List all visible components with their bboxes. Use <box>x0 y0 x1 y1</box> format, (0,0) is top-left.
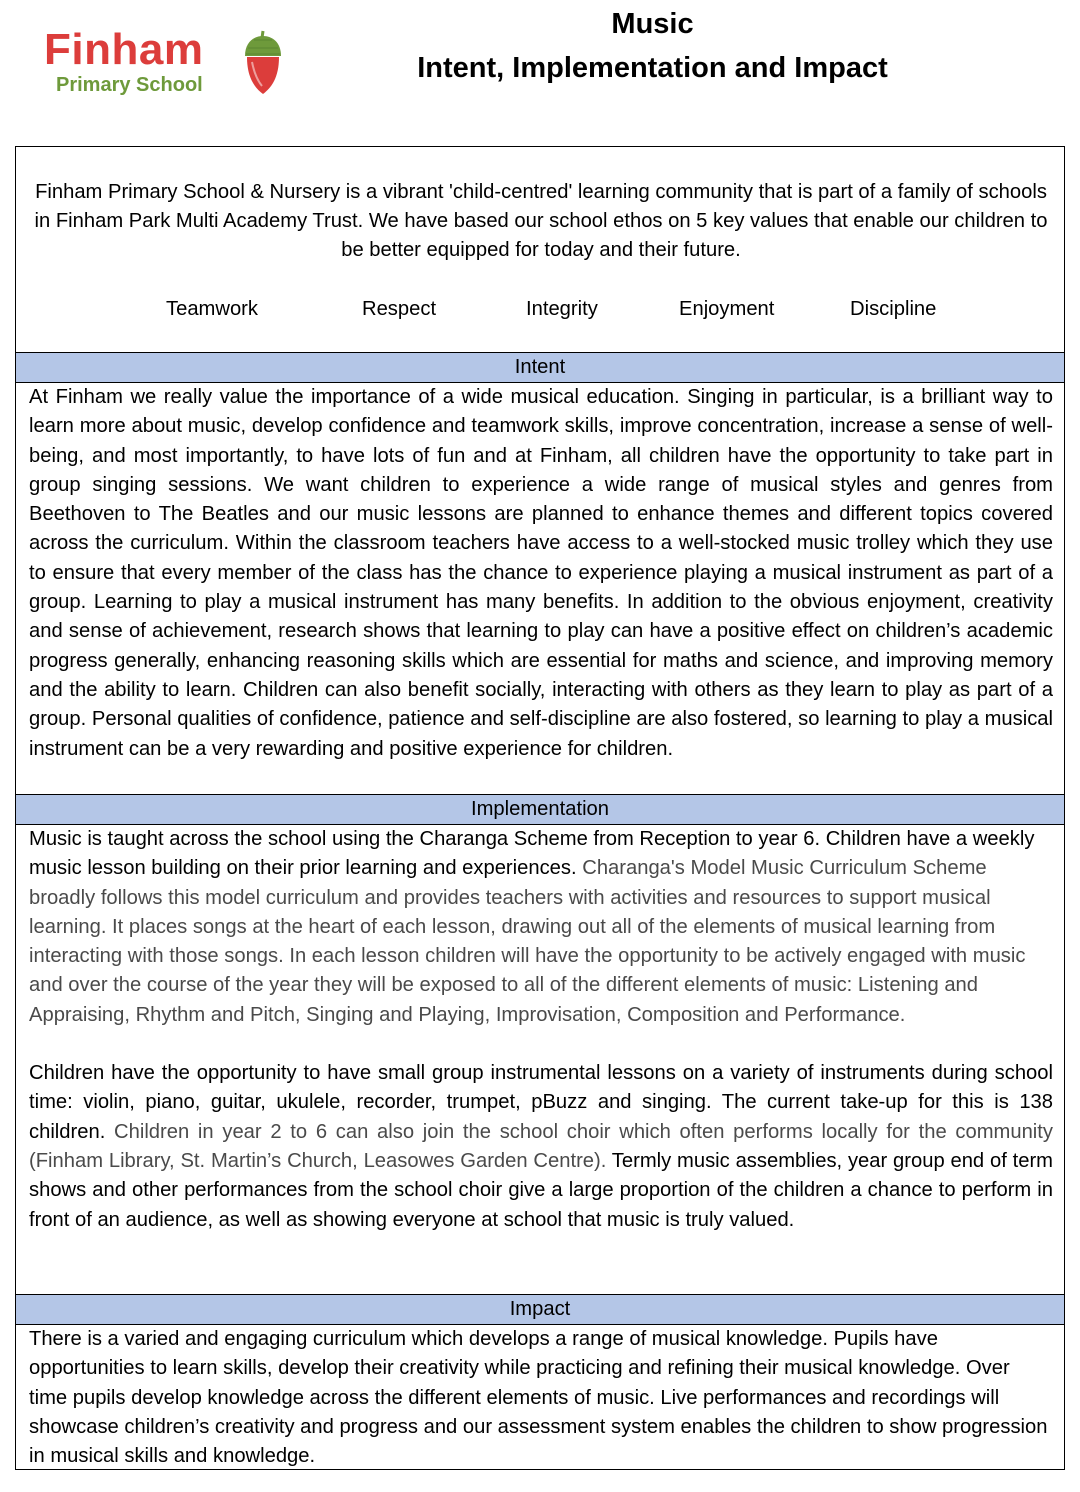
title-line-1: Music <box>611 8 694 40</box>
logo-name: Finham <box>44 25 204 74</box>
intro-text: Finham Primary School & Nursery is a vibrant 'child-centred' learning community that is part of a family of schools in Finham Park Multi Academy Trust. We have based our school ethos on 5 key values that enable our children to be better equipped for today and their future. <box>34 181 1048 261</box>
school-logo <box>44 25 294 100</box>
intent-text: At Finham we really value the importance of a wide musical education. Singing in particular, is a brilliant way to learn more about music, develop confidence and teamwork skills, improve concentration, increase a sense of well-being, and most importantly, to have lots of fun and at Finham, all children have the opportunity to take part in group singing sessions. We want children to experience a wide range of musical styles and genres from Beethoven to The Beatles and our music lessons are planned to enhance themes and different topics covered across the curriculum. Within the classroom teachers have access to a well-stocked music trolley which they use to ensure that every member of the class has the chance to experience playing a musical instrument as part of a group. Learning to play a musical instrument has many benefits. In addition to the obvious enjoyment, creativity and sense of achievement, research shows that learning to play can have a positive effect on children’s academic progress generally, enhancing reasoning skills which are essential for maths and science, and improving memory and the ability to learn. Children can also benefit socially, interacting with others as they learn to play as part of a group. Personal qualities of confidence, patience and self-discipline are also fostered, so learning to play a musical instrument can be a very rewarding and positive experience for children. <box>16 383 1064 795</box>
impact-text: There is a varied and engaging curriculum which develops a range of musical knowledge. Pupils have opportunities to learn skills, develop their creativity while practicing and refining their musical knowledge. Over time pupils develop knowledge across the different elements of music. Live performances and recordings will showcase children’s creativity and progress and our assessment system enables the children to show progression in musical skills and knowledge. <box>29 1328 1048 1468</box>
impact-section <box>16 1325 1064 1471</box>
value-teamwork: Teamwork <box>166 298 258 320</box>
value-integrity: Integrity <box>526 298 598 320</box>
acorn-icon <box>242 30 284 98</box>
implementation-paragraph-2 <box>29 1059 1053 1235</box>
key-values <box>16 295 1064 323</box>
implementation-heading: Implementation <box>16 795 1064 825</box>
implementation-p2-choir: Children in year 2 to 6 can also join the school choir which often performs locally for the community (Finham Library, St. Martin’s Church, Leasowes Garden Centre). <box>29 1120 1053 1172</box>
title-line-2: Intent, Implementation and Impact <box>417 52 888 84</box>
intent-heading: Intent <box>16 353 1064 383</box>
logo-subtitle: Primary School <box>56 74 203 96</box>
implementation-p1-intro: Music is taught across the school using the Charanga Scheme from Reception to year 6. Children have a weekly music lesson building on their prior learning and experiences. <box>29 828 1035 880</box>
value-enjoyment: Enjoyment <box>679 298 775 320</box>
page-title <box>360 2 945 90</box>
value-respect: Respect <box>362 298 437 320</box>
impact-heading: Impact <box>16 1295 1064 1325</box>
value-discipline: Discipline <box>850 298 937 320</box>
implementation-paragraph-1 <box>29 825 1053 1030</box>
intro-section <box>16 147 1064 353</box>
implementation-p1-charanga: Charanga's Model Music Curriculum Scheme broadly follows this model curriculum and provides teachers with activities and resources to support musical learning. It places songs at the heart of each lesson, drawing out all of the elements of musical learning from interacting with those songs. In each lesson children will have the opportunity to be actively engaged with music and over the course of the year they will be exposed to all of the different elements of music: Listening and Appraising, Rhythm and Pitch, Singing and Playing, Improvisation, Composition and Performance. <box>29 857 1026 1026</box>
content-table <box>15 146 1065 1470</box>
implementation-section <box>16 825 1064 1295</box>
implementation-p2-lessons: Children have the opportunity to have small group instrumental lessons on a variety of instruments during school time: violin, piano, guitar, ukulele, recorder, trumpet, pBuzz and singing. The current take-up for this is 138 children. <box>29 1062 1053 1143</box>
implementation-p2-performances: Termly music assemblies, year group end of term shows and other performances from the school choir give a large proportion of the children a chance to perform in front of an audience, as well as showing everyone at school that music is truly valued. <box>29 1149 1053 1231</box>
